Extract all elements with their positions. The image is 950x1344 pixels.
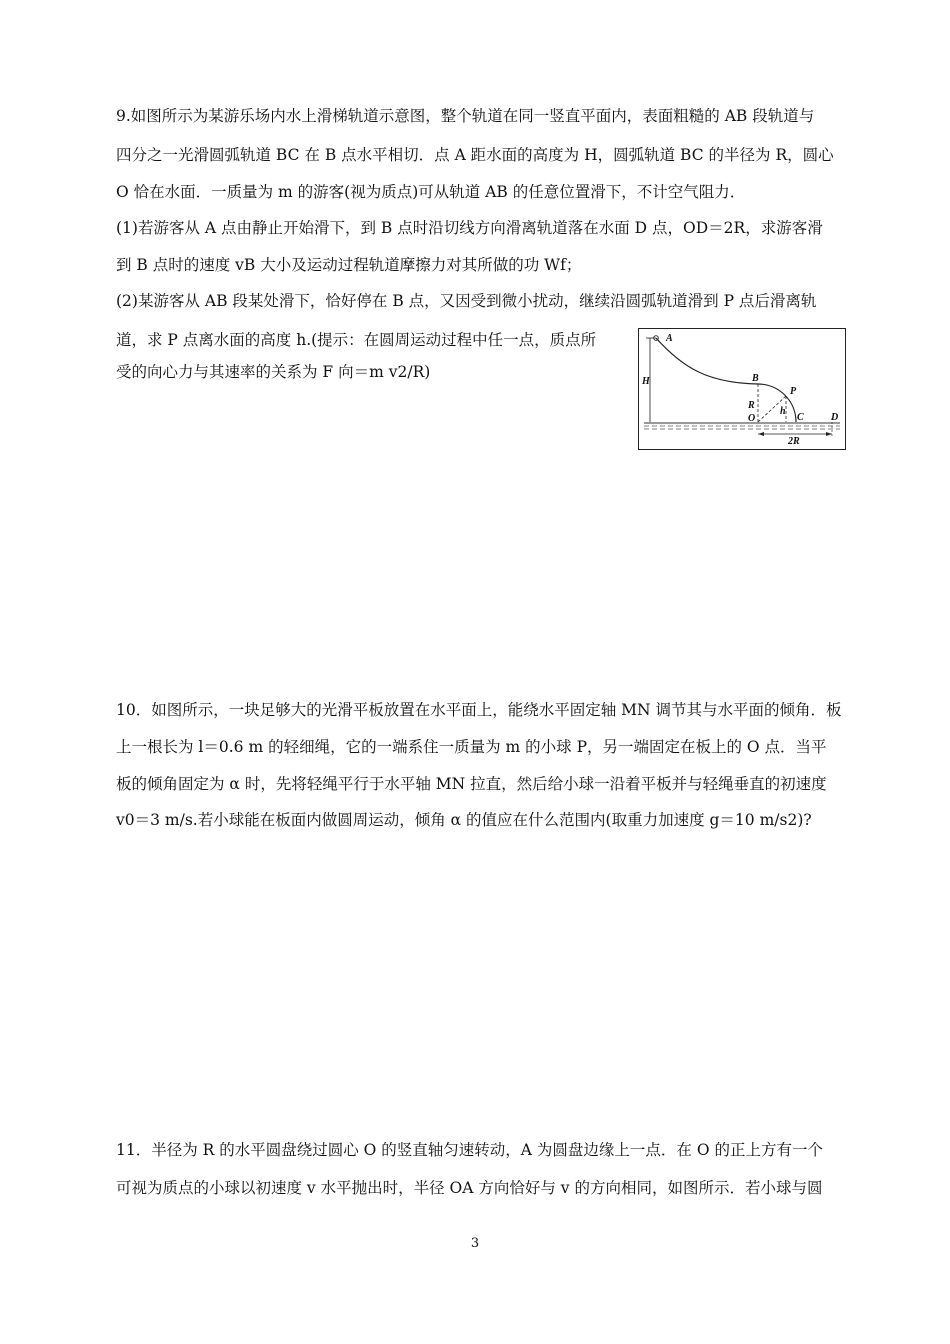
- problem-9-line-4: (1)若游客从 A 点由静止开始滑下，到 B 点时沿切线方向滑离轨道落在水面 D 点，OD＝2R，求游客滑: [116, 219, 823, 237]
- problem-9-line-3: O 恰在水面．一质量为 m 的游客(视为质点)可从轨道 AB 的任意位置滑下，不计空气阻力．: [116, 183, 746, 201]
- label-p: P: [790, 386, 797, 397]
- problem-9-line-2: 四分之一光滑圆弧轨道 BC 在 B 点水平相切．点 A 距水面的高度为 H，圆弧轨道 BC 的半径为 R，圆心: [116, 146, 834, 164]
- page-number: 3: [470, 1236, 480, 1251]
- label-H: H: [642, 376, 650, 387]
- label-a: A: [666, 333, 673, 344]
- problem-11-line-2: 可视为质点的小球以初速度 v 水平抛出时，半径 OA 方向恰好与 v 的方向相同，如图所示．若小球与圆: [116, 1179, 823, 1197]
- water-slide-diagram: [638, 328, 846, 450]
- water-slide-svg: [638, 328, 846, 450]
- problem-10-line-3: 板的倾角固定为 α 时，先将轻绳平行于水平轴 MN 拉直，然后给小球一沿着平板并与轻绳垂直的初速度: [116, 775, 827, 793]
- problem-11-line-1: 11．半径为 R 的水平圆盘绕过圆心 O 的竖直轴匀速转动，A 为圆盘边缘上一点．在 O 的正上方有一个: [116, 1141, 823, 1159]
- problem-10-line-2: 上一根长为 l＝0.6 m 的轻细绳，它的一端系住一质量为 m 的小球 P，另一端固定在板上的 O 点．当平: [116, 738, 827, 756]
- label-h: h: [780, 406, 786, 417]
- label-c: C: [797, 412, 804, 423]
- label-b: B: [752, 373, 759, 384]
- label-o: O: [748, 413, 756, 424]
- problem-10-line-4: v0＝3 m/s.若小球能在板面内做圆周运动，倾角 α 的值应在什么范围内(取重力加速度 g＝10 m/s2)?: [116, 811, 812, 829]
- problem-9-line-5: 到 B 点时的速度 vB 大小及运动过程轨道摩擦力对其所做的功 Wf；: [116, 256, 582, 274]
- problem-9-line-1: 9.如图所示为某游乐场内水上滑梯轨道示意图，整个轨道在同一竖直平面内，表面粗糙的 AB 段轨道与: [116, 107, 815, 125]
- problem-9-line-8: 受的向心力与其速率的关系为 F 向＝m v2/R): [116, 363, 431, 381]
- problem-10-line-1: 10．如图所示，一块足够大的光滑平板放置在水平面上，能绕水平固定轴 MN 调节其与水平面的倾角．板: [116, 701, 842, 719]
- label-2r: 2R: [788, 436, 800, 447]
- label-r: R: [748, 400, 755, 411]
- problem-9-line-7: 道，求 P 点离水面的高度 h.(提示：在圆周运动过程中任一点，质点所: [116, 331, 597, 349]
- label-d: D: [831, 412, 839, 423]
- problem-9-line-6: (2)某游客从 AB 段某处滑下，恰好停在 B 点，又因受到微小扰动，继续沿圆弧轨道滑到 P 点后滑离轨: [116, 292, 817, 310]
